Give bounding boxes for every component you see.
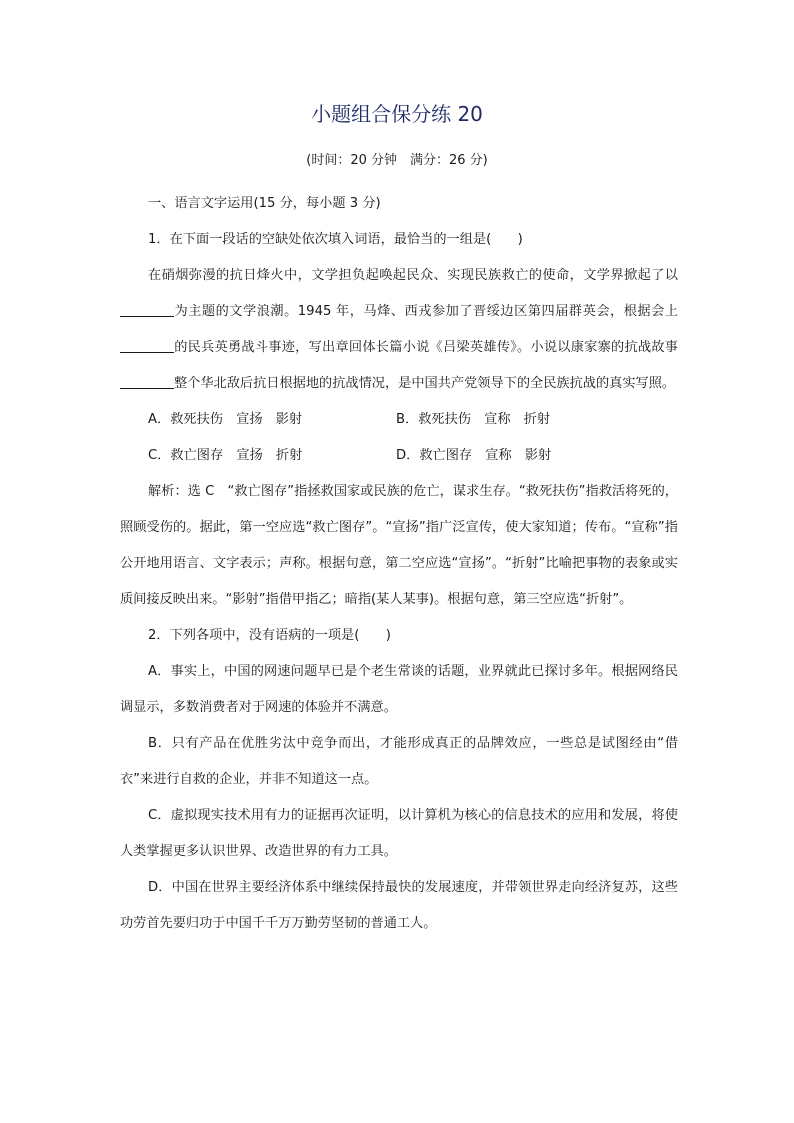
page-subtitle: (时间：20 分钟 满分：26 分) <box>306 153 488 168</box>
question-2-stem: 2．下列各项中，没有语病的一项是( ) <box>148 628 391 643</box>
question-2-option-c: C．虚拟现实技术用有力的证据再次证明，以计算机为核心的信息技术的应用和发展，将使人类掌握更多认识世界、改造世界的有力工具。 <box>120 808 678 859</box>
passage-part-4: 整个华北敌后抗日根据地的抗战情况，是中国共产党领导下的全民族抗战的真实写照。 <box>174 376 676 391</box>
question-2-option-a: A．事实上，中国的网速问题早已是个老生常谈的话题，业界就此已探讨多年。根据网络民调显示，多数消费者对于网速的体验并不满意。 <box>120 664 678 715</box>
question-2-option-b: B．只有产品在优胜劣汰中竞争而出，才能形成真正的品牌效应，一些总是试图经由“借衣”来进行自救的企业，并非不知道这一点。 <box>120 736 678 787</box>
passage-part-1: 在硝烟弥漫的抗日烽火中，文学担负起唤起民众、实现民族救亡的使命，文学界掀起了以 <box>148 268 678 283</box>
blank-1 <box>120 298 174 317</box>
blank-2 <box>120 334 174 353</box>
passage-part-2: 为主题的文学浪潮。1945 年，马烽、西戎参加了晋绥边区第四届群英会，根据会上 <box>174 304 678 319</box>
page-title: 小题组合保分练 20 <box>311 102 483 126</box>
option-c: C．救亡图存 宣扬 折射 <box>148 448 303 463</box>
question-1-passage <box>120 258 678 402</box>
question-1-stem: 1．在下面一段话的空缺处依次填入词语，最恰当的一组是( ) <box>148 232 523 247</box>
passage-part-3: 的民兵英勇战斗事迹，写出章回体长篇小说《吕梁英雄传》。小说以康家寨的抗战故事 <box>174 340 678 355</box>
document-body <box>120 186 678 942</box>
option-b: B．救死扶伤 宣称 折射 <box>396 412 551 427</box>
question-1-options-row-1 <box>120 402 678 438</box>
option-d: D．救亡图存 宣称 影射 <box>396 448 552 463</box>
question-1-options-row-2 <box>120 438 678 474</box>
question-2-option-d: D．中国在世界主要经济体系中继续保持最快的发展速度，并带领世界走向经济复苏，这些功劳首先要归功于中国千千万万勤劳坚韧的普通工人。 <box>120 880 678 931</box>
section-heading: 一、语言文字运用(15 分，每小题 3 分) <box>148 196 381 211</box>
option-a: A．救死扶伤 宣扬 影射 <box>148 412 303 427</box>
blank-3 <box>120 370 174 389</box>
question-1-analysis: 解析：选 C “救亡图存”指拯救国家或民族的危亡，谋求生存。“救死扶伤”指救活将死的，照顾受伤的。据此，第一空应选“救亡图存”。“宣扬”指广泛宣传，使大家知道；传布。“宣称”指公开地用语言、文字表示；声称。根据句意，第二空应选“宣扬”。“折射”比喻把事物的表象或实质间接反映出来。“影射”指借甲指乙；暗指(某人某事)。根据句意，第三空应选“折射”。 <box>120 484 678 607</box>
